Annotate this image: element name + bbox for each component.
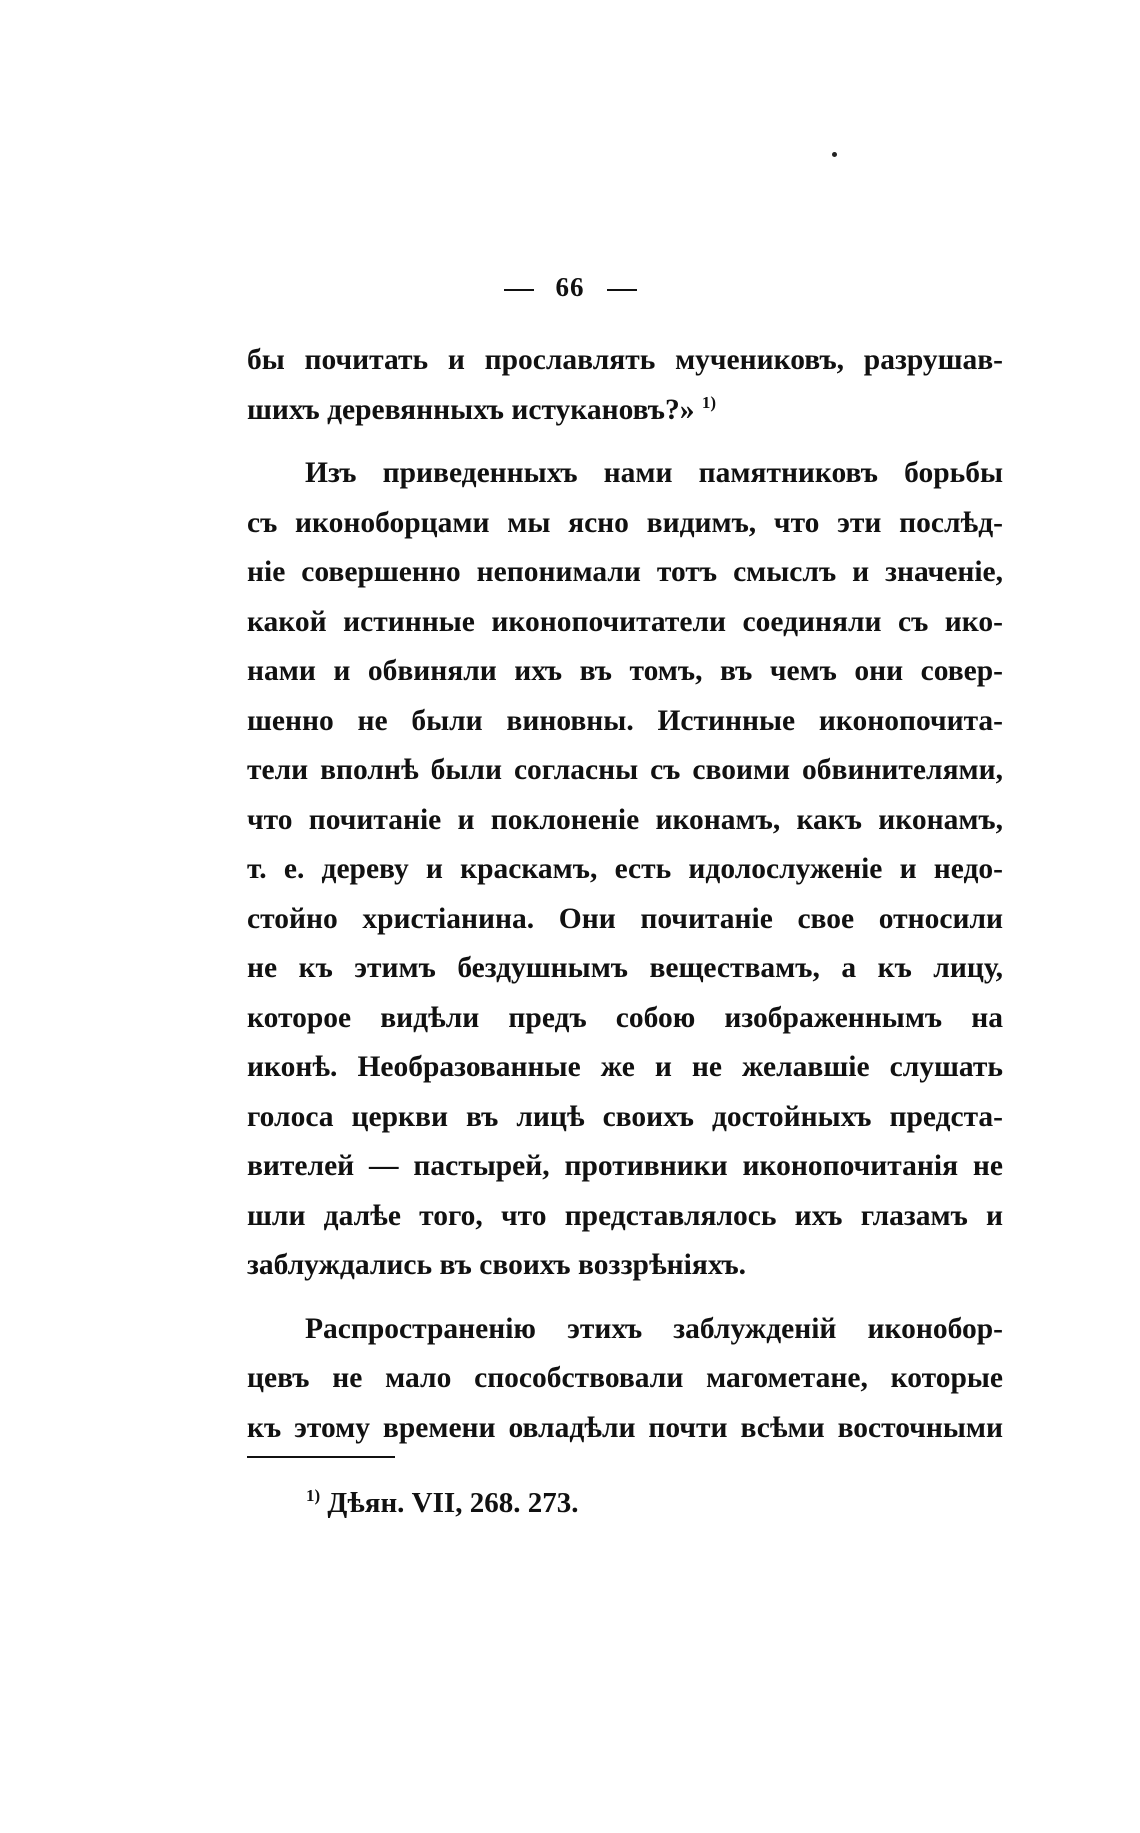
page-number-value: 66 [555, 272, 585, 302]
text-line [247, 1241, 1003, 1291]
text-line [247, 994, 1003, 1044]
footnote-reference: 1) [701, 392, 717, 412]
footnote-rule [247, 1456, 395, 1458]
print-speck [832, 152, 837, 157]
footnote-marker: 1) [306, 1486, 321, 1505]
text-line-content: шенно не были виновны. Истинные иконопочита- [247, 704, 1003, 737]
text-line [247, 1043, 1003, 1093]
page-number-right-dash [607, 289, 637, 291]
text-line-content: къ этому времени овладѣли почти всѣми восточными [247, 1411, 1003, 1444]
text-line [247, 845, 1003, 895]
text-line-content: цевъ не мало способствовали магометане, которые [247, 1362, 1003, 1394]
text-line [247, 647, 1003, 697]
text-line [247, 895, 1003, 945]
text-line-content: которое видѣли предъ собою изображеннымъ на [247, 1001, 1003, 1034]
text-line-content: ніе совершенно непонимали тотъ смыслъ и значеніе, [247, 556, 1003, 588]
page-number [0, 272, 1140, 303]
text-line [247, 1142, 1003, 1192]
text-line-content: не къ этимъ бездушнымъ веществамъ, а къ лицу, [247, 952, 1003, 984]
paragraph-gap [247, 1291, 1003, 1305]
text-line [247, 1354, 1003, 1404]
footnote-text: Дѣян. VII, 268. 273. [320, 1487, 579, 1519]
text-line [247, 944, 1003, 994]
text-line-content: заблуждались въ своихъ воззрѣніяхъ. [247, 1249, 747, 1281]
footnote [306, 1487, 578, 1520]
text-line-content: шихъ деревянныхъ истукановъ?» [247, 393, 702, 426]
text-line [247, 697, 1003, 747]
text-line [247, 499, 1003, 549]
text-line [247, 386, 1003, 436]
body-text [247, 336, 1003, 1453]
text-line [247, 1404, 1003, 1454]
paragraph-gap [247, 435, 1003, 449]
page-number-left-dash [504, 289, 534, 291]
text-line-content: что почитаніе и поклоненіе иконамъ, какъ иконамъ, [247, 803, 1003, 836]
text-line-content: тели вполнѣ были согласны съ своими обвинителями, [247, 754, 1003, 786]
text-line [247, 796, 1003, 846]
text-line [247, 1305, 1003, 1355]
text-line-content: Изъ приведенныхъ нами памятниковъ борьбы [305, 457, 1003, 489]
text-line [247, 336, 1003, 386]
text-line-content: стойно христіанина. Они почитаніе свое относили [247, 902, 1003, 935]
text-line [247, 1093, 1003, 1143]
text-line [247, 449, 1003, 499]
text-line [247, 548, 1003, 598]
text-line [247, 598, 1003, 648]
text-line-content: бы почитать и прославлять мучениковъ, разрушав- [247, 344, 1003, 376]
text-line-content: нами и обвиняли ихъ въ томъ, въ чемъ они совер- [247, 655, 1003, 687]
text-line [247, 746, 1003, 796]
text-line-content: иконѣ. Необразованные же и не желавшіе слушать [247, 1051, 1003, 1083]
text-line [247, 1192, 1003, 1242]
text-line-content: какой истинные иконопочитатели соединяли съ ико- [247, 605, 1003, 638]
text-line-content: т. е. дереву и краскамъ, есть идолослуженіе и недо- [247, 853, 1003, 885]
text-line-content: вителей — пастырей, противники иконопочитанія не [247, 1150, 1003, 1182]
text-line-content: Распространенію этихъ заблужденій иконобор- [305, 1312, 1003, 1345]
text-line-content: съ иконоборцами мы ясно видимъ, что эти послѣд- [247, 506, 1003, 539]
text-line-content: шли далѣе того, что представлялось ихъ глазамъ и [247, 1199, 1003, 1232]
text-line-content: голоса церкви въ лицѣ своихъ достойныхъ предста- [247, 1100, 1003, 1133]
